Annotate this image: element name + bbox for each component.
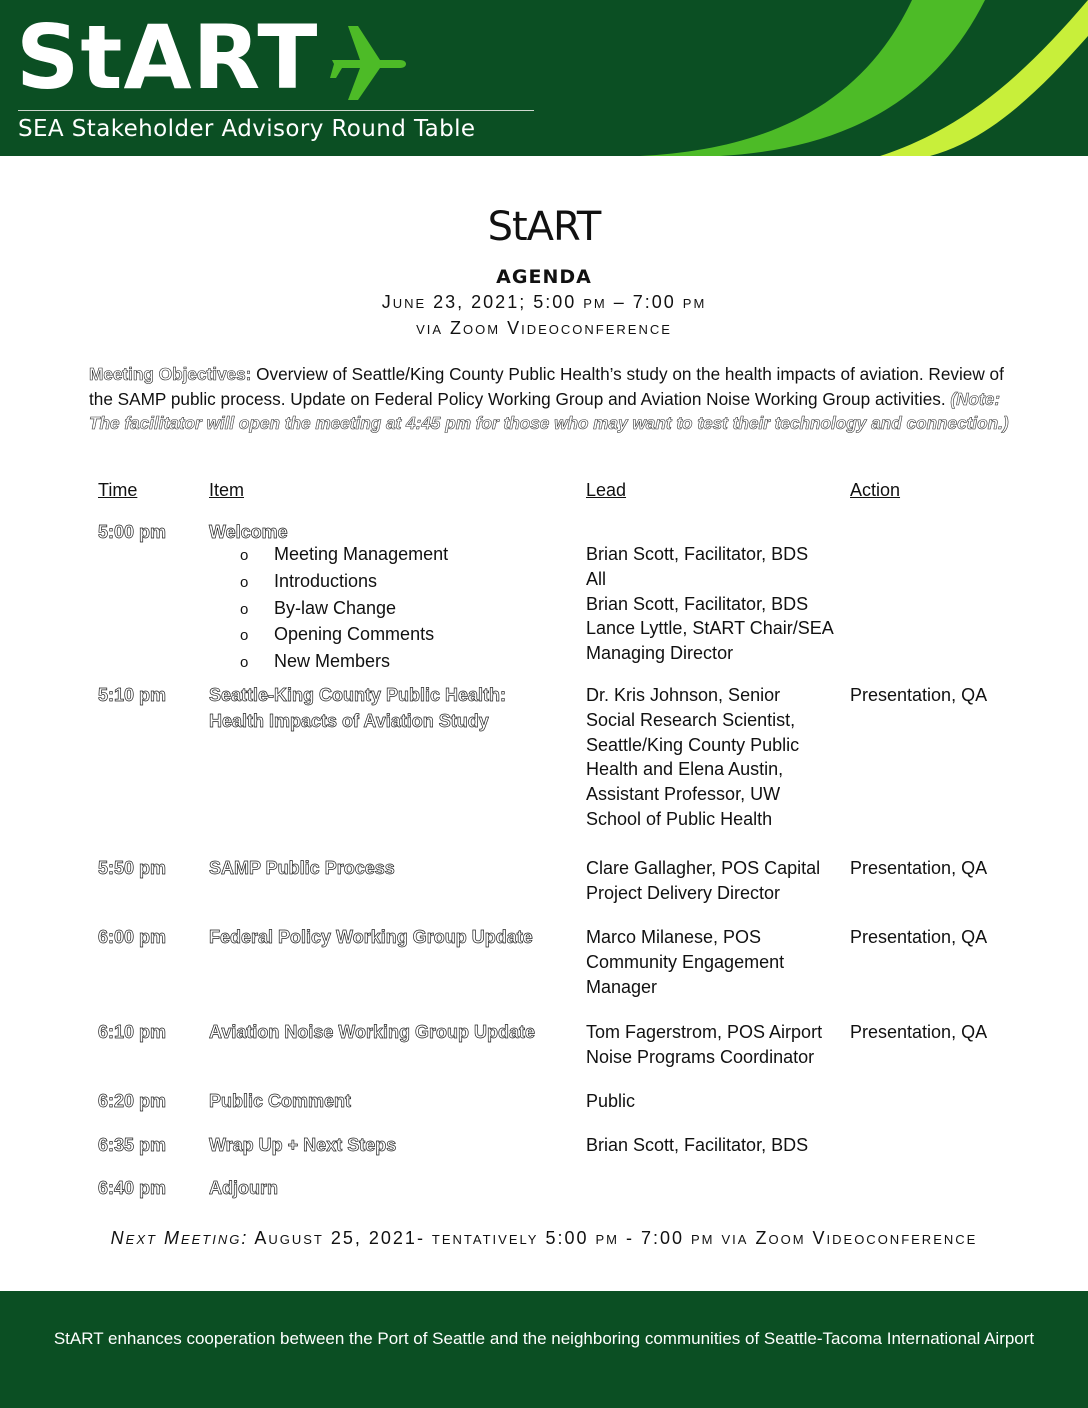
lead-line: Seattle/King County Public: [586, 734, 800, 755]
row-lead: [586, 925, 836, 999]
meeting-venue: via Zoom Videoconference: [416, 318, 672, 338]
header-action: Action: [850, 480, 901, 500]
row-item: Wrap Up + Next Steps: [209, 1135, 397, 1155]
sub-item-label: Opening Comments: [274, 624, 435, 645]
row-lead: [586, 683, 836, 832]
lead-line: Brian Scott, Facilitator, BDS: [586, 593, 809, 614]
row-lead: [586, 1020, 836, 1070]
agenda-heading: AGENDA: [496, 266, 592, 288]
meeting-date: June 23, 2021; 5:00 pm – 7:00 pm: [381, 292, 707, 312]
footer-banner: [0, 1291, 1088, 1408]
row-time: 6:40 pm: [98, 1178, 167, 1198]
sub-item-label: Meeting Management: [274, 544, 449, 564]
document-title: StART: [487, 204, 601, 250]
objectives-label: Meeting Objectives:: [89, 364, 252, 384]
row-action: Presentation, QA: [850, 1022, 988, 1042]
row-item: Public Comment: [209, 1091, 352, 1111]
lead-line: Tom Fagerstrom, POS Airport: [586, 1022, 823, 1042]
lead-line: Dr. Kris Johnson, Senior: [586, 685, 781, 705]
next-meeting-text: August 25, 2021- tentatively 5:00 pm - 7:00 pm via Zoom Videoconference: [248, 1228, 978, 1248]
sub-item-label: Introductions: [274, 570, 378, 591]
lead-line: School of Public Health: [586, 808, 773, 829]
lead-line: Brian Scott, Facilitator, BDS: [586, 544, 809, 564]
objectives-text: Overview of Seattle/King County Public Health’s study on the health impacts of aviation. Review of the SAMP public process. Update on Federal Policy Working Group and Aviation Noise Working Group activities.: [89, 364, 1004, 409]
row-time: 6:00 pm: [98, 927, 167, 947]
row-item: Federal Policy Working Group Update: [209, 927, 533, 947]
item-line: Seattle-King County Public Health:: [209, 685, 507, 705]
welcome-sublist: [240, 542, 448, 676]
bullet-icon: o: [240, 654, 249, 672]
bullet-icon: o: [240, 627, 249, 645]
row-item: SAMP Public Process: [209, 858, 395, 878]
lead-line: Project Delivery Director: [586, 882, 781, 903]
row-time: 5:00 pm: [98, 522, 167, 542]
bullet-icon: o: [240, 547, 249, 564]
row-lead: Brian Scott, Facilitator, BDS: [586, 1135, 809, 1155]
bullet-icon: o: [240, 573, 249, 591]
item-line: Health Impacts of Aviation Study: [209, 710, 489, 731]
row-time: 6:20 pm: [98, 1091, 167, 1111]
lead-line: Clare Gallagher, POS Capital: [586, 858, 821, 878]
lead-line: Community Engagement: [586, 951, 785, 972]
next-meeting-label: Next Meeting:: [110, 1228, 249, 1248]
row-action: Presentation, QA: [850, 927, 988, 947]
objectives-note: (Note: The facilitator will open the meeting at 4:45 pm for those who may want to test their technology and connection.): [89, 388, 1009, 433]
logo-wordmark: StART: [16, 6, 319, 109]
airplane-icon: [326, 22, 410, 102]
row-item: [209, 683, 569, 734]
lead-line: Marco Milanese, POS: [586, 927, 762, 947]
header-banner: [0, 0, 1088, 156]
row-time: 5:50 pm: [98, 858, 167, 878]
row-time: 6:35 pm: [98, 1135, 167, 1155]
header-time: Time: [98, 480, 138, 500]
row-lead: [586, 542, 836, 666]
row-item: Aviation Noise Working Group Update: [209, 1022, 536, 1042]
header-lead: Lead: [586, 480, 627, 500]
row-time: 5:10 pm: [98, 685, 167, 705]
header-item: Item: [209, 480, 245, 500]
footer-text: StART enhances cooperation between the Port of Seattle and the neighboring communities of Seattle-Tacoma International Airport: [53, 1329, 1035, 1348]
logo-divider: [18, 110, 534, 111]
row-action: Presentation, QA: [850, 858, 988, 878]
row-item: Welcome: [209, 522, 288, 542]
logo-subtitle: SEA Stakeholder Advisory Round Table: [18, 116, 476, 142]
lead-line: All: [586, 568, 607, 589]
lead-line: Noise Programs Coordinator: [586, 1046, 815, 1067]
lead-line: Manager: [586, 976, 658, 997]
row-item: Adjourn: [209, 1178, 278, 1198]
lead-line: Lance Lyttle, StART Chair/SEA: [586, 618, 834, 639]
lead-line: Assistant Professor, UW: [586, 784, 781, 805]
lead-line: Managing Director: [586, 643, 734, 664]
row-action: Presentation, QA: [850, 685, 988, 705]
row-lead: [586, 856, 836, 906]
row-lead: Public: [586, 1091, 636, 1111]
next-meeting: [0, 1228, 1088, 1249]
sub-item-label: New Members: [274, 651, 391, 672]
row-time: 6:10 pm: [98, 1022, 167, 1042]
lead-line: Health and Elena Austin,: [586, 759, 784, 780]
sub-item-label: By-law Change: [274, 597, 397, 618]
bullet-icon: o: [240, 600, 249, 618]
meeting-objectives: [89, 362, 1019, 436]
lead-line: Social Research Scientist,: [586, 709, 796, 730]
